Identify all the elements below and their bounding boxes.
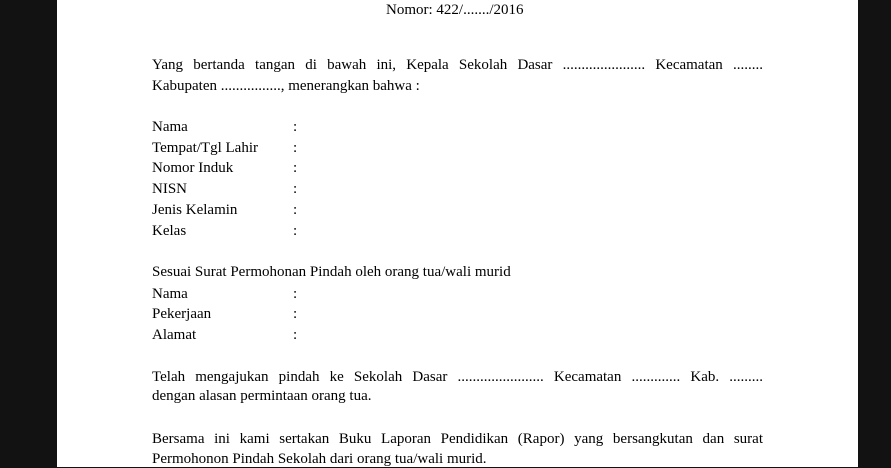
field-colon: : (293, 306, 298, 322)
field-colon: : (293, 119, 298, 135)
field-colon: : (293, 223, 298, 239)
field-label-nama: Nama (152, 119, 188, 135)
field-colon: : (293, 286, 298, 302)
field-colon: : (293, 327, 298, 343)
field-label-kelas: Kelas (152, 223, 187, 239)
field-label-nisn: NISN (152, 181, 188, 197)
field-label-nama-ortu: Nama (152, 286, 188, 302)
request-heading: Sesuai Surat Permohonan Pindah oleh orang tua/wali murid (152, 264, 511, 280)
attachment-paragraph-line-2: Permohonon Pindah Sekolah dari orang tua/wali murid. (152, 451, 487, 467)
field-label-tempat-tgl-lahir: Tempat/Tgl Lahir (152, 140, 258, 156)
document-page (57, 0, 858, 467)
field-colon: : (293, 160, 298, 176)
field-colon: : (293, 181, 298, 197)
intro-paragraph-line-1: Yang bertanda tangan di bawah ini, Kepala Sekolah Dasar ...................... Kecamatan ........ (152, 57, 763, 73)
field-label-nomor-induk: Nomor Induk (152, 160, 234, 176)
attachment-paragraph-line-1: Bersama ini kami sertakan Buku Laporan Pendidikan (Rapor) yang bersangkutan dan surat (152, 431, 763, 447)
field-colon: : (293, 202, 298, 218)
transfer-paragraph-line-2: dengan alasan permintaan orang tua. (152, 388, 372, 404)
field-label-pekerjaan: Pekerjaan (152, 306, 212, 322)
field-label-alamat: Alamat (152, 327, 197, 343)
field-label-jenis-kelamin: Jenis Kelamin (152, 202, 238, 218)
letter-number: Nomor: 422/......./2016 (386, 2, 524, 18)
field-colon: : (293, 140, 298, 156)
intro-paragraph-line-2: Kabupaten ................, menerangkan bahwa : (152, 78, 420, 94)
transfer-paragraph-line-1: Telah mengajukan pindah ke Sekolah Dasar ....................... Kecamatan ............. Kab. ......... (152, 369, 763, 385)
